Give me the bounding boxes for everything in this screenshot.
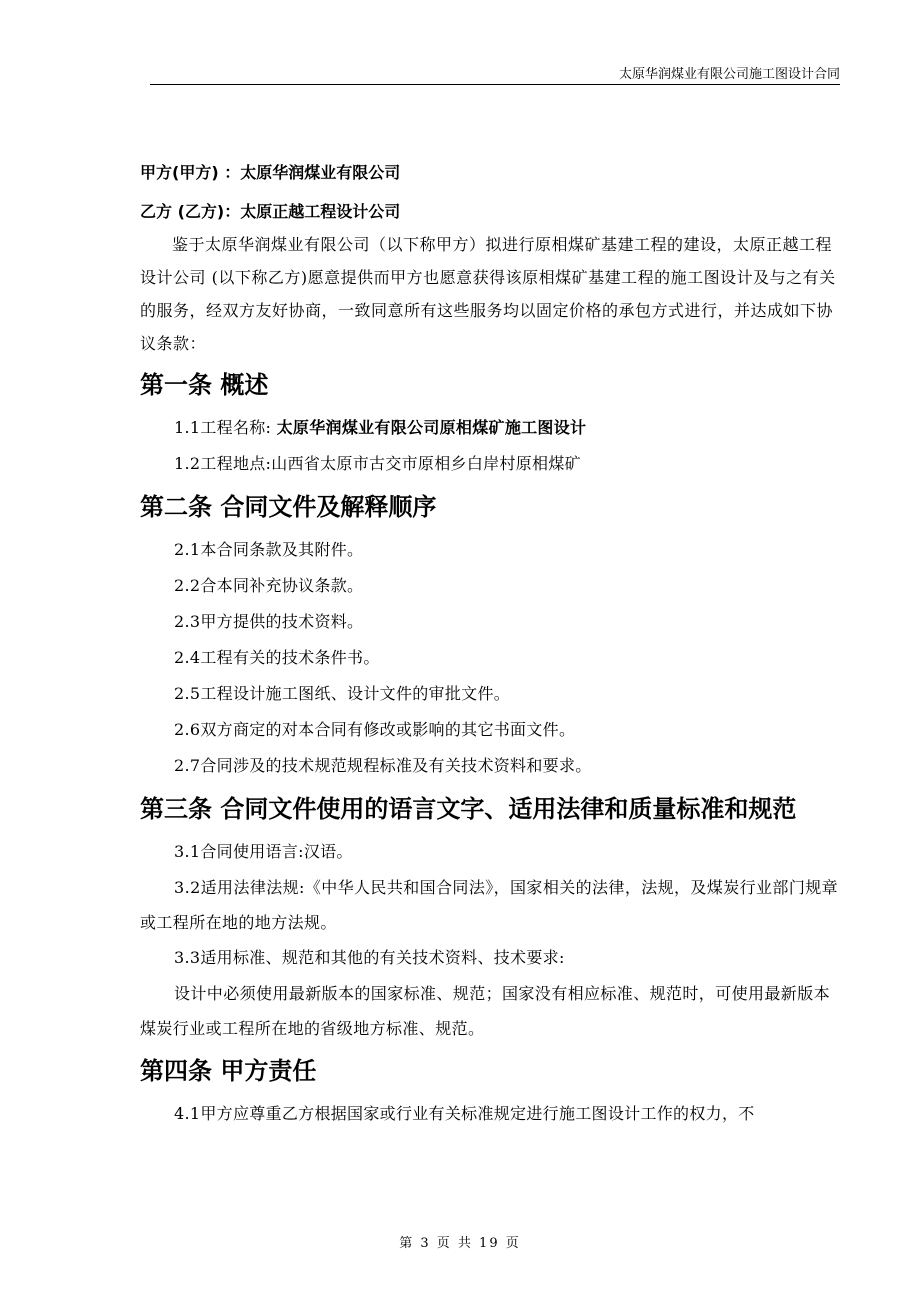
- party-b-line: 乙方 (乙方)：太原正越工程设计公司: [140, 202, 401, 221]
- item-2-2: 2.2合本同补充协议条款。: [174, 576, 364, 595]
- item-2-3: 2.3甲方提供的技术资料。: [174, 612, 364, 631]
- item-2-4: 2.4工程有关的技术条件书。: [174, 648, 380, 667]
- item-2-5: 2.5工程设计施工图纸、设计文件的审批文件。: [174, 684, 511, 703]
- section-3-title: 第三条 合同文件使用的语言文字、适用法律和质量标准和规范: [140, 795, 797, 823]
- item-3-1: 3.1合同使用语言:汉语。: [174, 842, 353, 861]
- section-1-title: 第一条 概述: [140, 371, 269, 399]
- item-1-1: [140, 410, 845, 446]
- item-3-2: 3.2适用法律法规:《中华人民共和国合同法》，国家相关的法律，法规，及煤炭行业部门规章或工程所在地的地方法规。: [140, 878, 839, 932]
- item-1-1-value: 太原华润煤业有限公司原相煤矿施工图设计: [276, 418, 587, 437]
- section-4-title: 第四条 甲方责任: [140, 1057, 317, 1085]
- section-2-title: 第二条 合同文件及解释顺序: [140, 493, 437, 521]
- item-2-7: 2.7合同涉及的技术规范规程标准及有关技术资料和要求。: [174, 756, 592, 775]
- item-2-1: 2.1本合同条款及其附件。: [174, 540, 364, 559]
- item-4-1: 4.1甲方应尊重乙方根据国家或行业有关标准规定进行施工图设计工作的权力，不: [174, 1104, 755, 1123]
- page-header: [150, 64, 840, 85]
- document-body: [140, 156, 845, 1132]
- header-title: 太原华润煤业有限公司施工图设计合同: [618, 67, 840, 82]
- item-3-3-detail: 设计中必须使用最新版本的国家标准、规范；国家没有相应标准、规范时，可使用最新版本煤炭行业或工程所在地的省级地方标准、规范。: [140, 984, 831, 1038]
- party-a-line: 甲方(甲方) ：太原华润煤业有限公司: [140, 163, 401, 182]
- item-1-1-label: 1.1工程名称:: [174, 418, 277, 437]
- item-1-2: 1.2工程地点:山西省太原市古交市原相乡白岸村原相煤矿: [174, 454, 581, 473]
- item-2-6: 2.6双方商定的对本合同有修改或影响的其它书面文件。: [174, 720, 576, 739]
- item-3-3: 3.3适用标准、规范和其他的有关技术资料、技术要求:: [174, 948, 565, 967]
- intro-paragraph: 鉴于太原华润煤业有限公司（以下称甲方）拟进行原相煤矿基建工程的建设，太原正越工程设计公司 (以下称乙方)愿意提供而甲方也愿意获得该原相煤矿基建工程的施工图设计及与之有关的服务，经双方友好协商，一致同意所有这些服务均以固定价格的承包方式进行，并达成如下协议条款：: [140, 235, 836, 353]
- page-footer: 第 3 页 共 19 页: [399, 1236, 521, 1251]
